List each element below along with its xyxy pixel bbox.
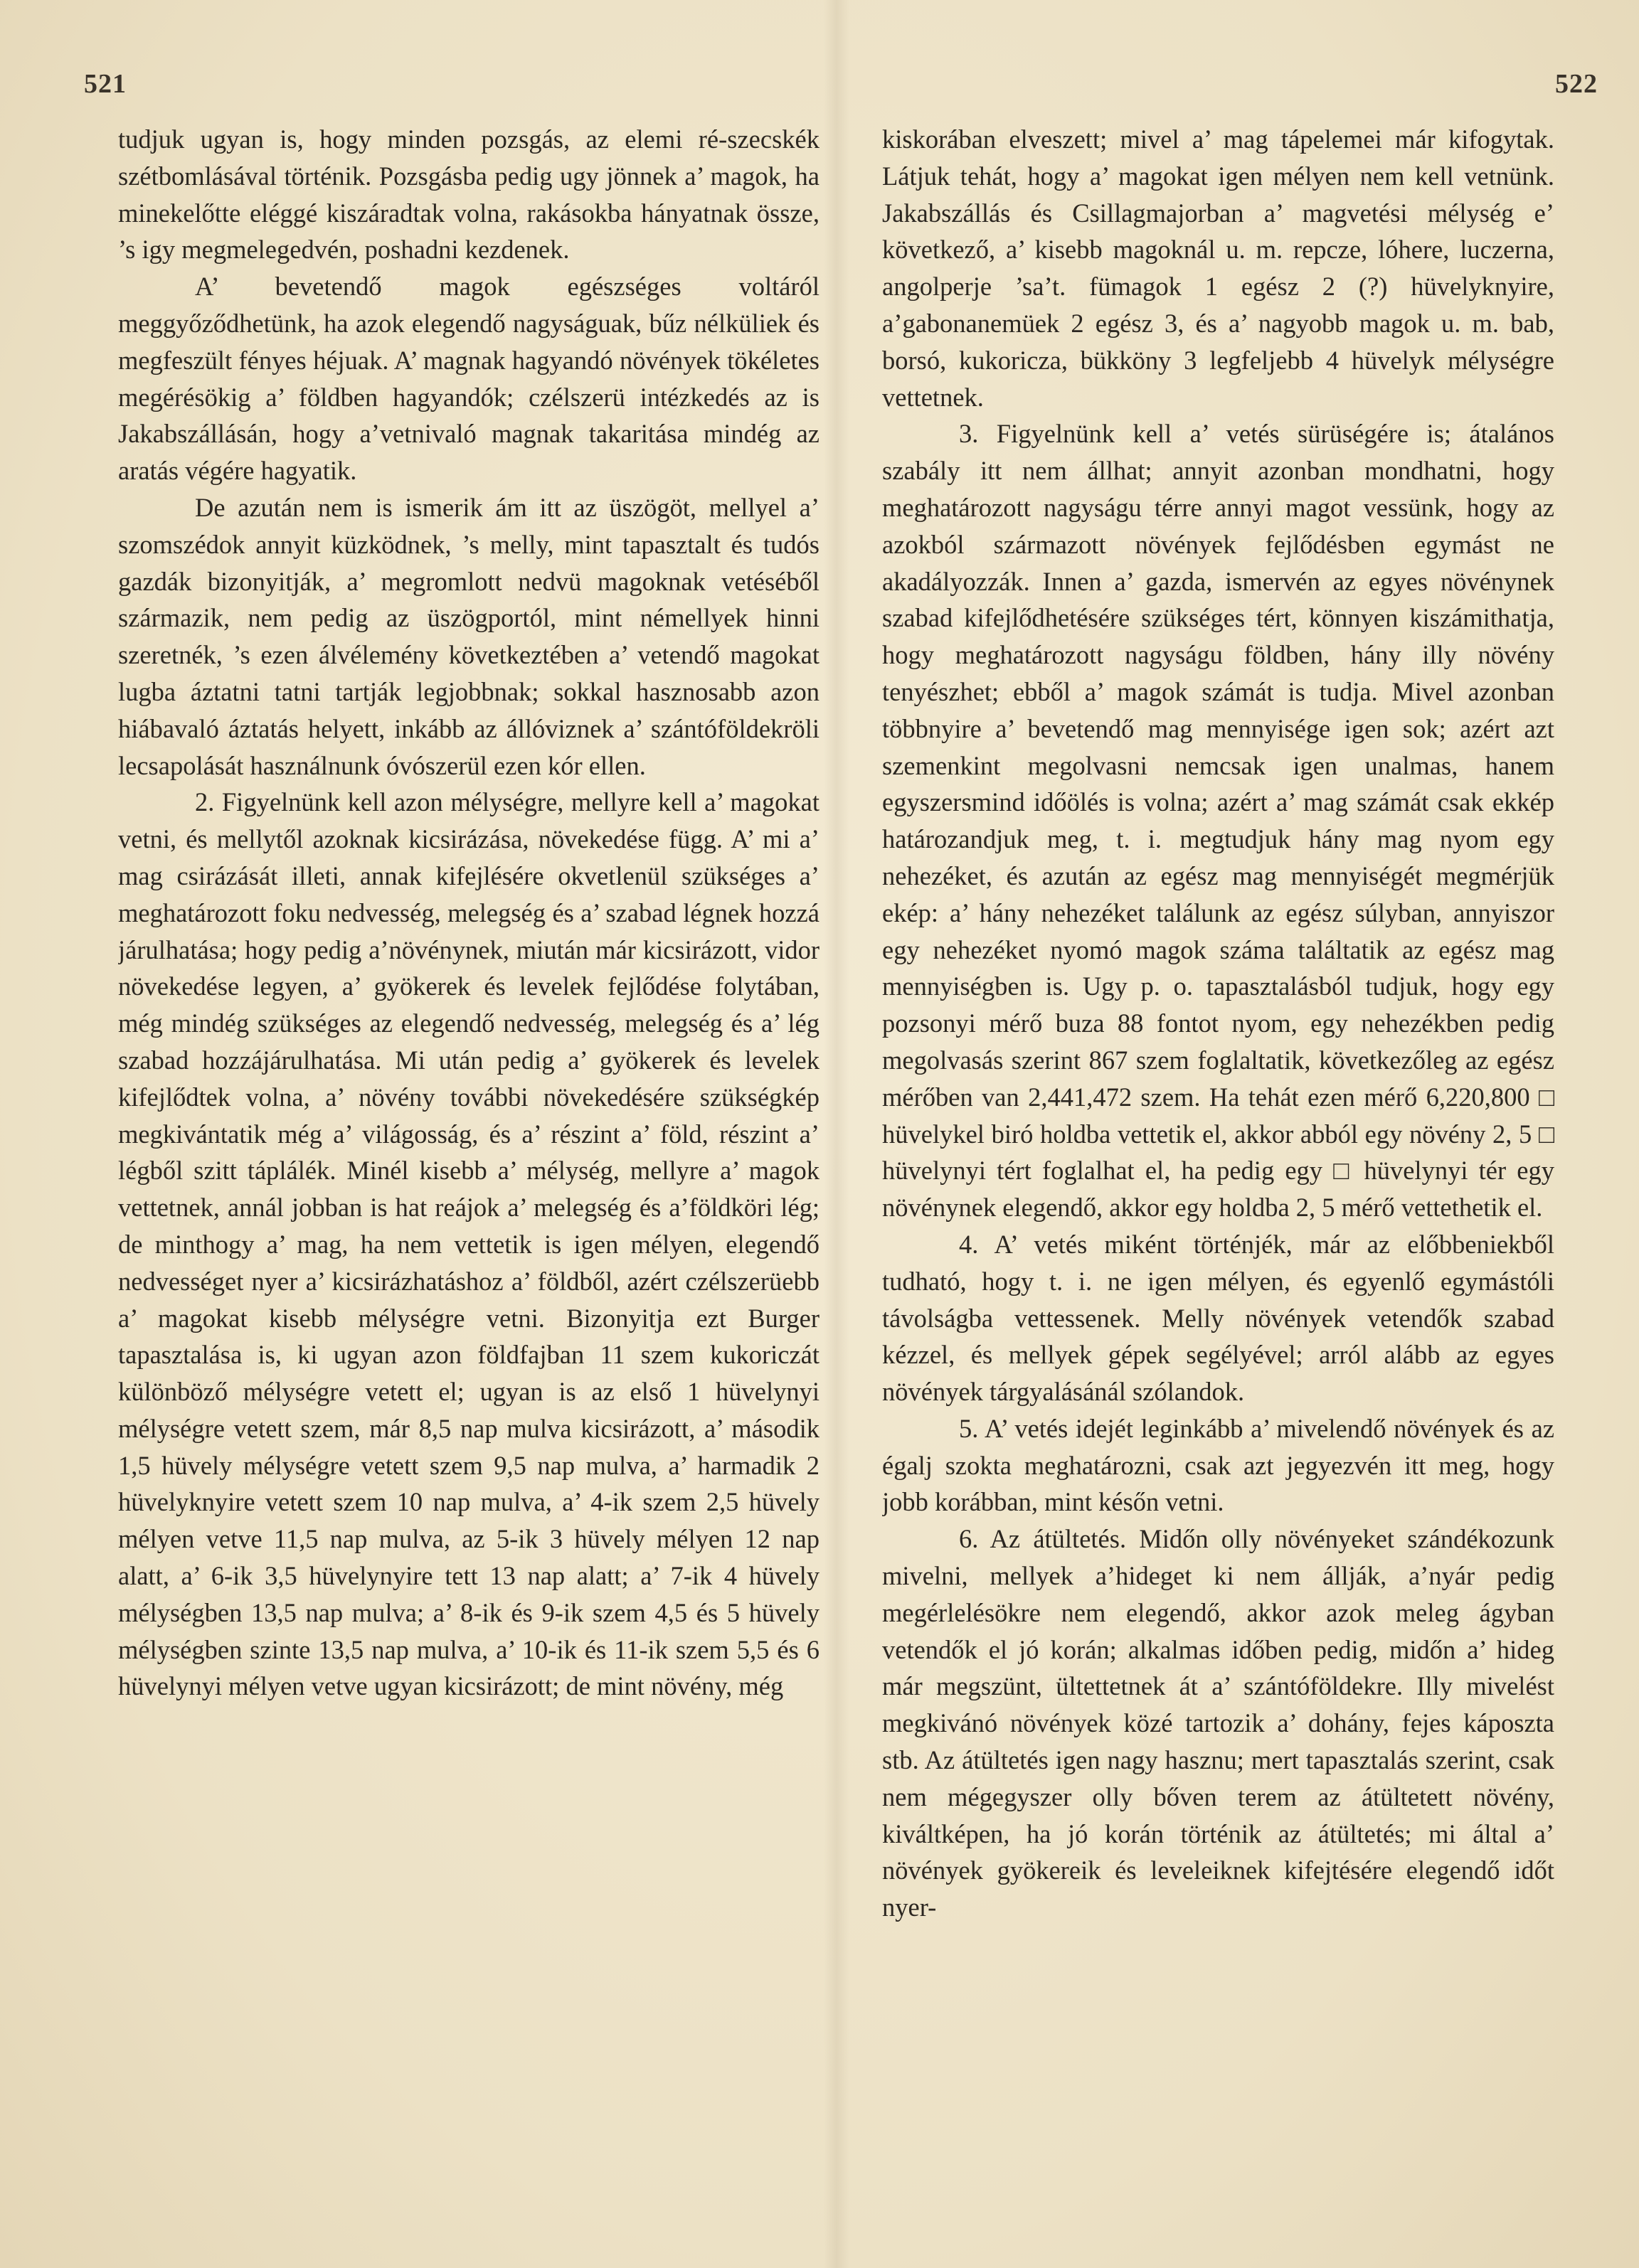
page-number-right: 522 <box>1555 69 1598 99</box>
paragraph: 5. A’ vetés idejét leginkább a’ mivelendő növények és az égalj szokta meghatározni, csak azt jegyezvén itt meg, hogy jobb korábban, mint későn vetni. <box>882 1413 1554 1517</box>
book-gutter <box>824 0 849 2268</box>
paragraph: 2. Figyelnünk kell azon mélységre, mellyre kell a’ magokat vetni, és mellytől azoknak kicsirázása, növekedése függ. A’ mi a’ mag csirázását illeti, annak kifejlésére okvetlenül szükséges a’ meghatározott foku nedvesség, melegség és a’ szabad légnek hozzá járulhatása; hogy pedig a’növénynek, miután már kicsirázott, vidor növekedése legyen, a’ gyökerek és levelek fejlődése folytában, még mindég szükséges az elegendő nedvesség, melegség és a’ lég szabad hozzájárulhatása. Mi után pedig a’ gyökerek és levelek kifejlődtek volna, a’ növény további növekedésére szükségkép megkivántatik még a’ világosság, és a’ részint a’ föld, részint a’ légből szitt táplálék. Minél kisebb a’ mélység, mellyre a’ magok vettetnek, annál jobban is hat reájok a’ melegség és a’földköri lég; de minthogy a’ mag, ha nem vettetik is igen mélyen, elegendő nedvességet nyer a’ kicsirázhatáshoz a’ földből, azért czélszerüebb a’ magokat kisebb mélységre vetni. Bizonyitja ezt Burger tapasztalása is, ki ugyan azon földfajban 11 szem kukoriczát különböző mélységre vetett el; ugyan is az első 1 hüvelynyi mélységre vetett szem, már 8,5 nap mulva kicsirázott, a’ második 1,5 hüvely mélységre vetett szem 9,5 nap mulva, a’ harmadik 2 hüvelyknyire vetett szem 10 nap mulva, a’ 4-ik szem 2,5 hüvely mélyen vetve 11,5 nap mulva, az 5-ik 3 hüvely mélyen 12 nap alatt, a’ 6-ik 3,5 hüvelynyire tett 13 nap alatt; a’ 7-ik 4 hüvely mélységben 13,5 nap mulva; a’ 8-ik és 9-ik szem 4,5 és 5 hüvely mélységben szinte 13,5 nap mulva, a’ 10-ik és 11-ik szem 5,5 és 6 hüvelynyi mélyen vetve ugyan kicsirázott; de mint növény, még <box>118 787 820 1701</box>
page-number-left: 521 <box>84 69 127 99</box>
right-column <box>882 121 1554 2247</box>
paragraph: A’ bevetendő magok egészséges voltáról meggyőződhetünk, ha azok elegendő nagyságuak, bűz nélküliek és megfeszült fényes héjuak. A’ magnak hagyandó növények tökéletes megérésökig a’ földben hagyandók; czélszerü intézkedés az is Jakabszállásán, hogy a’vetnivaló magnak takaritása mindég az aratás végére hagyatik. <box>118 272 820 486</box>
paragraph: tudjuk ugyan is, hogy minden pozsgás, az elemi ré-szecskék szétbomlásával történik. Pozsgásba pedig ugy jönnek a’ magok, ha minekelőtte eléggé kiszáradtak volna, rakásokba hányatnak össze, ’s igy megmelegedvén, poshadni kezdenek. <box>118 124 820 265</box>
paragraph: 3. Figyelnünk kell a’ vetés sürüségére is; átalános szabály itt nem állhat; annyit azonban mondhatni, hogy meghatározott nagyságu térre annyi magot vessünk, hogy az azokból származott növények fejlődésben egymást ne akadályozzák. Innen a’ gazda, ismervén az egyes növénynek szabad kifejlődhetésére szükséges tért, könnyen kiszámithatja, hogy meghatározott nagyságu földben, hány illy növény tenyészhet; ebből a’ magok számát is tudja. Mivel azonban többnyire a’ bevetendő mag mennyisége igen sok; azért azt szemenkint megolvasni nemcsak igen unalmas, hanem egyszersmind időölés is volna; azért a’ mag számát csak ekkép határozandjuk meg, t. i. megtudjuk hány mag nyom egy nehezéket, és azután az egész mag mennyiségét megmérjük ekép: a’ hány nehezéket találunk az egész súlyban, annyiszor egy nehezéket nyomó magok száma találtatik az egész mag mennyiségben is. Ugy p. o. tapasztalásból tudjuk, hogy egy pozsonyi mérő buza 88 fontot nyom, egy nehezékben pedig megolvasás szerint 867 szem foglaltatik, következőleg az egész mérőben van 2,441,472 szem. Ha tehát ezen mérő 6,220,800 □ hüvelykel biró holdba vettetik el, akkor abból egy növény 2, 5 □ hüvelynyi tért foglalhat el, ha pedig egy □ hüvelynyi tér egy növénynek elegendő, akkor egy holdba 2, 5 mérő vettethetik el. <box>882 419 1554 1223</box>
paragraph: 4. A’ vetés miként történjék, már az előbbeniekből tudható, hogy t. i. ne igen mélyen, és egyenlő egymástóli távolságba vettessenek. Melly növények vetendők szabad kézzel, és mellyek gépek segélyével; arról alább az egyes növények tárgyalásánál szólandok. <box>882 1229 1554 1407</box>
paragraph: kiskorában elveszett; mivel a’ mag tápelemei már kifogytak. Látjuk tehát, hogy a’ magokat igen mélyen nem kell vetnünk. Jakabszállás és Csillagmajorban a’ magvetési mélység e’ következő, a’ kisebb magoknál u. m. repcze, lóhere, luczerna, angolperje ’sa’t. fümagok 1 egész 2 (?) hüvelyknyire, a’gabonanemüek 2 egész 3, és a’ nagyobb magok u. m. bab, borsó, kukoricza, bükköny 3 legfeljebb 4 hüvelyk mélységre vettetnek. <box>882 124 1554 412</box>
paragraph: 6. Az átültetés. Midőn olly növényeket szándékozunk mivelni, mellyek a’hideget ki nem állják, a’nyár pedig megérlelésökre nem elegendő, akkor azok meleg ágyban vetendők el jó korán; alkalmas időben pedig, midőn a’ hideg már megszünt, ültettetnek át a’ szántóföldekre. Illy mivelést megkivánó növények közé tartozik a’ dohány, fejes káposzta stb. Az átültetés igen nagy hasznu; mert tapasztalás szerint, csak nem mégegyszer olly bőven terem az átültetett növény, kiváltképen, ha jó korán történik az átültetés; mi által a’ növények gyökereik és leveleiknek kifejtésére elegendő időt nyer- <box>882 1524 1554 1922</box>
left-column <box>118 121 820 2247</box>
paragraph: De azután nem is ismerik ám itt az üszögöt, mellyel a’ szomszédok annyit küzködnek, ’s melly, mint tapasztalt és tudós gazdák bizonyitják, a’ megromlott nedvü magoknak vetéséből származik, nem pedig az üszögportól, mint némellyek hinni szeretnék, ’s ezen álvélemény következtében a’ vetendő magokat lugba áztatni tatni tartják legjobbnak; sokkal hasznosabb azon hiábavaló áztatás helyett, inkább az állóviznek a’ szántóföldekröli lecsapolását használnunk óvószerül ezen kór ellen. <box>118 492 820 780</box>
